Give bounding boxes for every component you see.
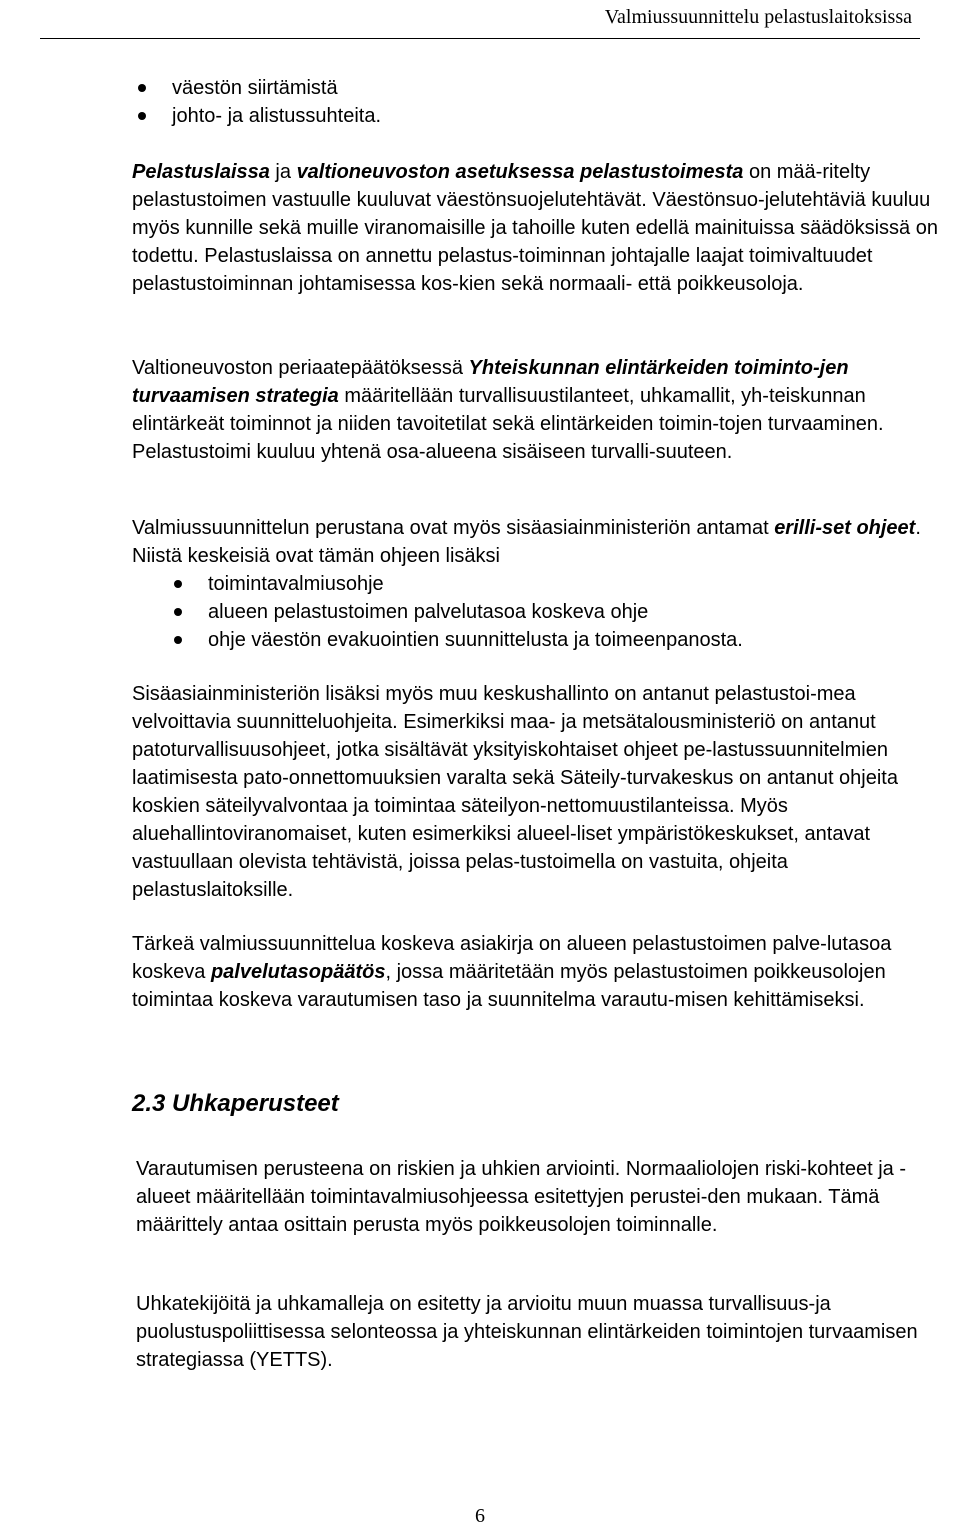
text: , jossa määritetään myös pelastustoimen poikkeusolojen toimintaa koskeva varautumisen taso ja suunnitelma varautu-misen kehittämiseksi. (132, 961, 886, 1011)
text: . Niistä keskeisiä ovat tämän ohjeen lisäksi (132, 517, 921, 567)
text: on mää-ritelty pelastustoimen vastuulle kuuluvat väestönsuojelutehtävät. Väestönsuo-jelutehtäviä kuuluu myös kunnille sekä muille viranomaisille ja tahoille kuten edellä mainituissa säädöksissä on todettu. Pelastuslaissa on annettu pelastus-toiminnan johtajalle laajat toimivaltuudet pelastustoiminnan johtamisessa kos-kien sekä normaali- että poikkeusoloja. (132, 161, 938, 295)
list-item: väestön siirtämistä (136, 74, 956, 102)
law-reference: valtioneuvoston asetuksessa pelastustoimesta (296, 161, 744, 183)
list-item: toimintavalmiusohje (172, 570, 960, 598)
paragraph-3 (132, 514, 952, 570)
paragraph-6 (136, 1155, 956, 1239)
strategy-reference: Yhteiskunnan elintärkeiden toiminto-jen turvaamisen strategia (132, 357, 849, 407)
list-item: johto- ja alistussuhteita. (136, 102, 956, 130)
paragraph-1 (132, 158, 952, 298)
bullet-list-2 (172, 570, 960, 654)
text: Valmiussuunnittelun perustana ovat myös sisäasiainministeriön antamat (132, 517, 775, 539)
list-item: ohje väestön evakuointien suunnittelusta ja toimeenpanosta. (172, 626, 960, 654)
text: Sisäasiainministeriön lisäksi myös muu keskushallinto on antanut pelastustoi-mea velvoittavia suunnitteluohjeita. Esimerkiksi maa- ja metsätalousministeriö on antanut patoturvallisuusohjeet, jotka sisältävät yksityiskohtaiset ohjeet pe-lastussuunnitelmien laatimisesta pato-onnettomuuksien varalta sekä Säteily-turvakeskus on antanut ohjeita koskien säteilyvalvontaa ja toimintaa säteilyon-nettomuustilanteissa. Myös aluehallintoviranomaiset, kuten esimerkiksi alueel-liset ympäristökeskukset, antavat vastuullaan olevista tehtävistä, joissa pelas-tustoimella on vastuita, ohjeita pelastuslaitoksille. (132, 683, 898, 901)
paragraph-2 (132, 354, 952, 466)
paragraph-5 (132, 930, 952, 1014)
text: määritellään turvallisuustilanteet, uhkamallit, yh-teiskunnan elintärkeät toiminnot ja niiden tavoitetilat sekä elintärkeiden toimin-tojen turvaaminen. Pelastustoimi kuuluu yhtenä osa-alueena sisäiseen turvalli-suuteen. (132, 385, 884, 463)
page-number: 6 (475, 1505, 485, 1527)
text: Tärkeä valmiussuunnittelua koskeva asiakirja on alueen pelastustoimen palve-lutasoa koskeva (132, 933, 892, 983)
list-item: alueen pelastustoimen palvelutasoa koskeva ohje (172, 598, 960, 626)
paragraph-7 (136, 1290, 956, 1374)
bullet-list-1 (136, 74, 956, 130)
instructions-reference: erilli-set ohjeet (774, 517, 916, 539)
decision-reference: palvelutasopäätös (210, 961, 386, 983)
text: Valtioneuvoston periaatepäätöksessä (132, 357, 469, 379)
text: Uhkatekijöitä ja uhkamalleja on esitetty ja arvioitu muun muassa turvallisuus-ja puolustuspoliittisessa selonteossa ja yhteiskunnan elintärkeiden toimintojen turvaamisen strategiassa (YETTS). (136, 1293, 918, 1371)
text: ja (269, 161, 297, 183)
running-header: Valmiussuunnittelu pelastuslaitoksissa (604, 6, 912, 28)
paragraph-4 (132, 680, 952, 904)
header-rule (40, 38, 920, 39)
law-reference: Pelastuslaissa (132, 161, 270, 183)
text: Varautumisen perusteena on riskien ja uhkien arviointi. Normaaliolojen riski-kohteet ja -alueet määritellään toimintavalmiusohjeessa esitettyjen perustei-den mukaan. Tämä määrittely antaa osittain perusta myös poikkeusolojen toiminnalle. (136, 1158, 907, 1236)
section-heading: 2.3 Uhkaperusteet (132, 1090, 339, 1117)
